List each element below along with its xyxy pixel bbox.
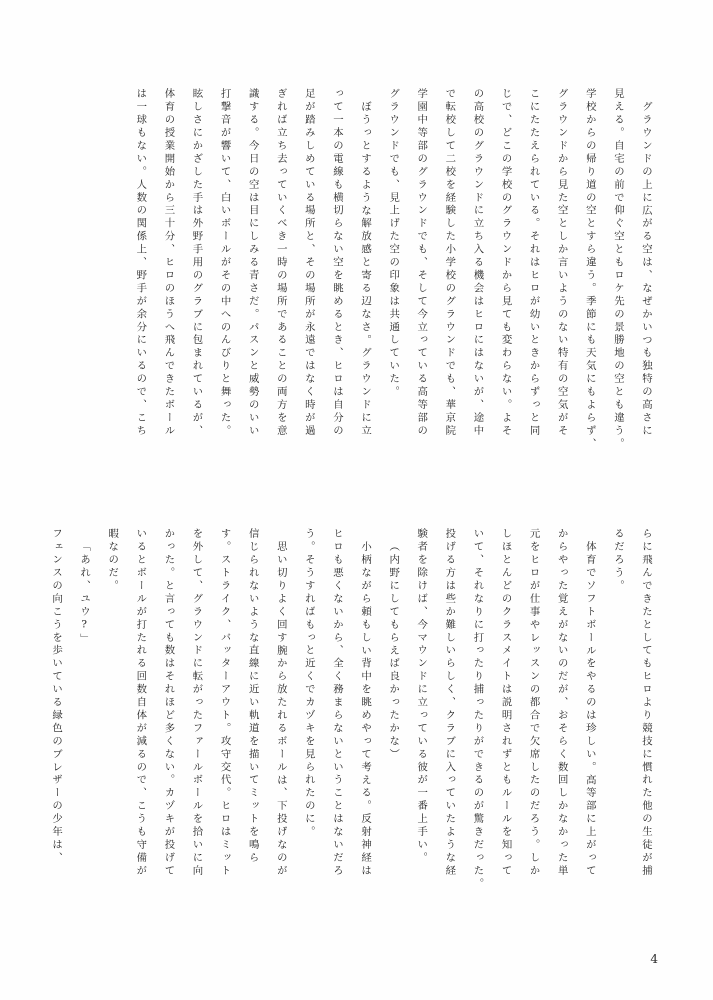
text-column: す。ストライク、バッターアウト。攻守交代。ヒロはミット xyxy=(218,528,231,878)
text-column: グラウンドでも、見上げた空の印象は共通していた。 xyxy=(387,88,400,399)
text-column: いるとボールが打たれる回数自体が減るので、こうも守備が xyxy=(134,528,147,878)
text-column: かった。と言っても数はそれほど多くない。カヅキが投げて xyxy=(162,528,175,878)
text-block-second xyxy=(33,528,652,891)
text-column: からやった覚えがないのだが、おそらく数回しかなかった単 xyxy=(555,528,568,878)
text-column: しほとんどのクラスメイトは説明されずともルールを知って xyxy=(499,528,512,878)
text-column: の高校のグラウンドに立ち入る機会はヒロにはないが、途中 xyxy=(471,88,484,438)
text-column: （内野にしてもらえば良かったかな） xyxy=(387,540,400,762)
text-column: こにたたえられている。それはヒロが幼いときからずっと同 xyxy=(527,88,540,438)
text-column: 学校からの帰り道の空とすら違う。季節にも天気にもよらず、 xyxy=(583,88,596,451)
text-column: ヒロも悪くないから、全く務まらないということはないだろ xyxy=(330,528,343,878)
text-column: 眩しさにかざした手は外野手用のグラブに包まれているが、 xyxy=(190,88,203,438)
text-column: ぎれば立ち去っていくべき一時の場所であることの両方を意 xyxy=(274,88,287,438)
text-column: 学園中等部のグラウンドでも、そして今立っている高等部の xyxy=(415,88,428,438)
text-column: う。そうすればもっと近くでカヅキを見られたのに。 xyxy=(302,528,315,839)
text-column: 信じられないような直線に近い軌道を描いてミットを鳴ら xyxy=(246,528,259,865)
text-column: 投げる方は些か難しいらしく、クラブに入っていたような経 xyxy=(443,528,456,878)
text-column: 「あれ、ユウ?」 xyxy=(78,540,91,647)
text-column: ぼうっとするような解放感と寄る辺なさ。グラウンドに立 xyxy=(359,100,372,438)
text-column: 体育の授業開始から三十分、ヒロのほうへ飛んできたボール xyxy=(162,88,175,438)
text-column: を外して、グラウンドに転がったファールボールを拾いに向 xyxy=(190,528,203,878)
text-column: 足が踏みしめている場所と、その場所が永遠ではなく時が過 xyxy=(302,88,315,438)
text-column: って一本の電線も横切らない空を眺めるとき、ヒロは自分の xyxy=(330,88,343,438)
text-column: フェンスの向こうを歩いている緑色のブレザーの少年は、 xyxy=(50,528,63,865)
text-column: グラウンドから見た空としか言いようのない特有の空気がそ xyxy=(555,88,568,438)
text-column: 思い切りよく回す腕から放たれるボールは、下投げなのが xyxy=(274,540,287,878)
text-column: 体育でソフトボールをやるのは珍しい。高等部に上がって xyxy=(583,540,596,878)
text-column: は一球もない。人数の関係上、野手が余分にいるので、こち xyxy=(134,88,147,438)
text-column: 打撃音が響いて、白いボールがその中へのんびりと舞った。 xyxy=(218,88,231,438)
text-column: じで、どこの学校のグラウンドから見ても変わらない。よそ xyxy=(499,88,512,438)
page-number: 4 xyxy=(650,952,658,966)
text-column: いて、それなりに打ったり捕ったりができるのが驚きだった。 xyxy=(471,528,484,891)
text-block-first xyxy=(117,88,651,460)
text-column: 識する。今日の空は目にしみる青さだ。パスンと威勢のいい xyxy=(246,88,259,438)
text-column: 元をヒロが仕事やレッスンの都合で欠席したのだろう。しか xyxy=(527,528,540,878)
text-column: 験者を除けば、今マウンドに立っている彼が一番上手い。 xyxy=(415,528,428,865)
text-column: 小柄ながら頼もしい背中を眺めやって考える。反射神経は xyxy=(359,540,372,878)
text-column: らに飛んできたとしてもヒロより競技に慣れた他の生徒が捕 xyxy=(640,528,652,878)
text-column: 暇なのだ。 xyxy=(106,528,119,593)
text-column: で転校して二校を経験した小学校のグラウンドでも、華京院 xyxy=(443,88,456,438)
text-column: グラウンドの上に広がる空は、なぜかいつも独特の高さに xyxy=(640,100,652,438)
text-column: 見える。自宅の前で仰ぐ空ともロケ先の景勝地の空とも違う。 xyxy=(611,88,624,451)
text-column: るだろう。 xyxy=(611,528,624,593)
